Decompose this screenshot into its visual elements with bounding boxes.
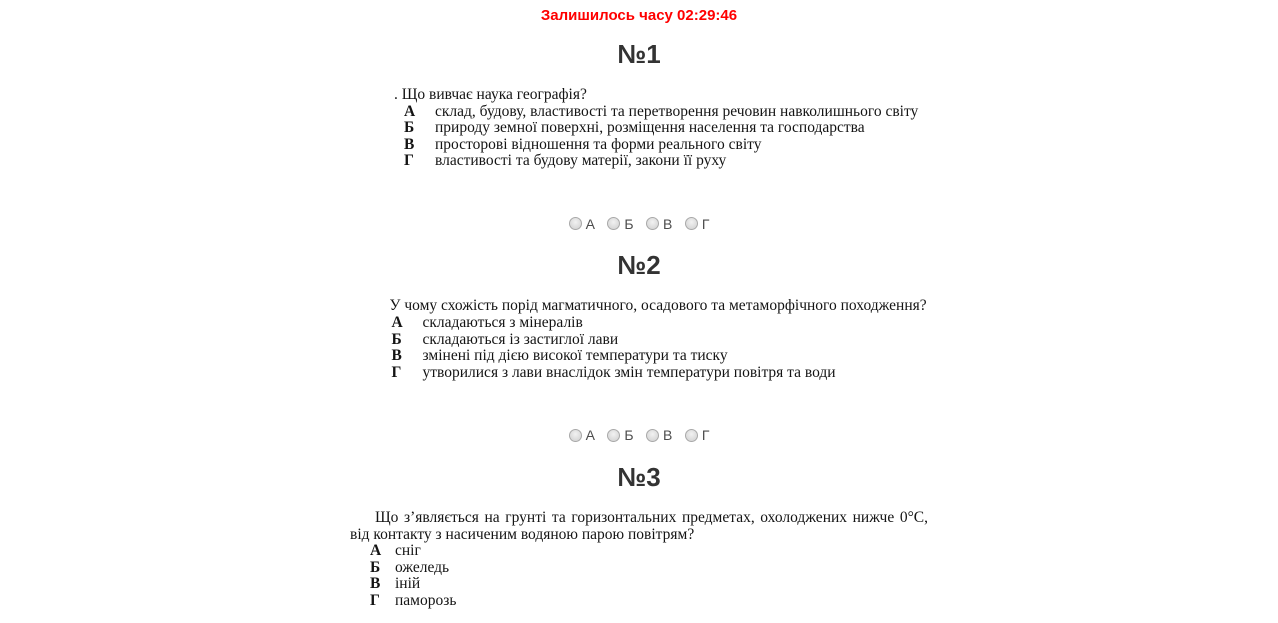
option-text: природу земної поверхні, розміщення населення та господарства <box>435 119 865 137</box>
radio-option-v[interactable] <box>646 427 672 443</box>
question-image <box>394 86 919 170</box>
radio-q2-b[interactable] <box>607 429 620 442</box>
radio-q1-v[interactable] <box>646 217 659 230</box>
option-letter: Г <box>391 363 402 381</box>
option-row <box>394 102 919 121</box>
option-text: склад, будову, властивості та перетворення речовин навколишнього світу <box>435 102 919 120</box>
radio-option-b[interactable] <box>607 216 633 232</box>
option-row <box>382 332 897 349</box>
radio-option-a[interactable] <box>569 427 595 443</box>
option-letter: А <box>404 102 416 120</box>
question-section-3 <box>0 462 1278 610</box>
question-image <box>382 297 927 381</box>
option-text: властивості та будову матерії, закони її руху <box>435 152 727 170</box>
radio-label-g: Г <box>701 427 710 444</box>
option-row <box>350 593 928 610</box>
option-text: ожеледь <box>395 558 450 576</box>
option-letter: Г <box>370 591 380 609</box>
answer-radio-group-q2 <box>0 427 1278 446</box>
time-remaining: Залишилось часу 02:29:46 <box>540 7 738 24</box>
option-letter: Б <box>370 558 381 576</box>
radio-q1-b[interactable] <box>607 217 620 230</box>
option-row <box>382 348 897 365</box>
option-letter: Б <box>391 330 402 348</box>
option-row <box>350 560 928 577</box>
radio-label-b: Б <box>624 427 634 444</box>
answer-radio-group-q1 <box>0 216 1278 235</box>
radio-option-a[interactable] <box>569 216 595 232</box>
question-text: . Що вивчає наука географія? <box>394 86 587 103</box>
question-number: №2 <box>617 250 661 281</box>
radio-option-b[interactable] <box>607 427 633 443</box>
option-letter: Г <box>404 152 414 170</box>
question-number: №3 <box>617 461 661 492</box>
option-row <box>350 576 928 593</box>
option-row <box>382 315 897 332</box>
question-section-1 <box>0 39 1278 234</box>
radio-q1-g[interactable] <box>685 217 698 230</box>
radio-label-b: Б <box>624 215 634 232</box>
radio-q2-g[interactable] <box>685 429 698 442</box>
option-letter: В <box>404 135 415 153</box>
option-letter: В <box>391 347 402 365</box>
radio-option-g[interactable] <box>685 216 710 232</box>
option-text: іній <box>395 575 421 593</box>
radio-q2-a[interactable] <box>569 429 582 442</box>
option-text: складаються з мінералів <box>422 314 583 332</box>
radio-label-a: А <box>585 427 595 444</box>
option-text: утворилися з лави внаслідок змін температури повітря та води <box>422 363 836 381</box>
option-text: змінені під дією високої температури та тиску <box>422 347 728 365</box>
option-text: просторові відношення та форми реального світу <box>435 135 762 153</box>
option-letter: А <box>370 542 382 560</box>
option-letter: А <box>391 314 403 332</box>
option-row <box>394 153 884 170</box>
option-letter: В <box>370 575 381 593</box>
radio-option-g[interactable] <box>685 427 710 443</box>
radio-label-v: В <box>663 215 673 232</box>
question-number: №1 <box>617 39 661 69</box>
radio-q1-a[interactable] <box>569 217 582 230</box>
option-letter: Б <box>404 119 415 137</box>
question-image <box>350 510 928 610</box>
radio-label-v: В <box>663 427 673 444</box>
question-text: Що з’являється на грунті та горизонтальних предметах, охолоджених нижче 0°С, від контакту з насиченим водяною парою повітрям? <box>350 508 928 543</box>
radio-label-g: Г <box>701 215 710 232</box>
radio-q2-v[interactable] <box>646 429 659 442</box>
option-row <box>350 543 928 560</box>
option-text: сніг <box>395 542 421 560</box>
option-row <box>382 365 897 382</box>
option-row <box>394 137 884 154</box>
question-text: У чому схожість порід магматичного, осадового та метаморфічного походження? <box>389 297 927 315</box>
radio-option-v[interactable] <box>646 216 672 232</box>
option-row <box>394 120 884 137</box>
question-section-2 <box>0 250 1278 445</box>
option-text: паморозь <box>395 591 457 609</box>
radio-label-a: А <box>585 215 595 232</box>
option-text: складаються із застиглої лави <box>422 330 619 348</box>
